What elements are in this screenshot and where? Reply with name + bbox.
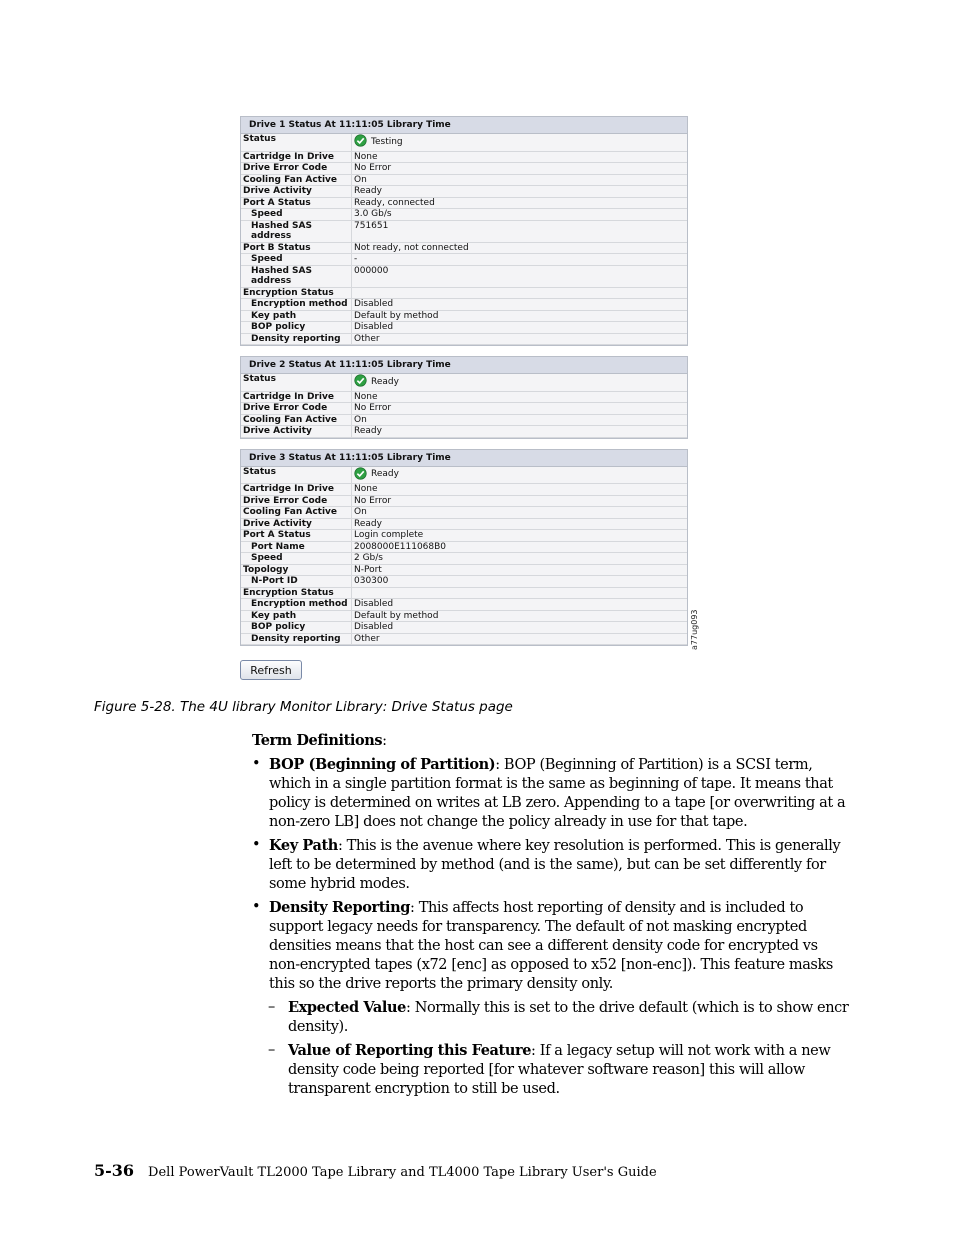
row-label: Status xyxy=(241,374,352,391)
status-value xyxy=(354,467,399,480)
status-row xyxy=(241,564,687,576)
status-row xyxy=(241,186,687,198)
status-row xyxy=(241,403,687,415)
row-label: BOP policy xyxy=(241,322,352,334)
status-row xyxy=(241,265,687,287)
row-label: Encryption method xyxy=(241,299,352,311)
row-label: Drive Activity xyxy=(241,518,352,530)
row-value: On xyxy=(352,414,688,426)
status-row xyxy=(241,151,687,163)
row-status-cell xyxy=(352,467,688,484)
status-row xyxy=(241,310,687,322)
row-value: 000000 xyxy=(352,265,688,287)
row-label: Drive Activity xyxy=(241,186,352,198)
drive-3-panel xyxy=(240,449,688,647)
row-label: Status xyxy=(241,134,352,151)
status-row xyxy=(241,426,687,438)
row-label: Key path xyxy=(241,310,352,322)
row-value: Not ready, not connected xyxy=(352,242,688,254)
row-value: Ready xyxy=(371,376,399,387)
row-value xyxy=(352,587,688,599)
row-value: Ready xyxy=(352,518,688,530)
row-value: Ready, connected xyxy=(352,197,688,209)
row-label: Drive Error Code xyxy=(241,495,352,507)
row-value: None xyxy=(352,484,688,496)
status-row xyxy=(241,299,687,311)
green-check-icon xyxy=(354,134,367,147)
status-row xyxy=(241,287,687,299)
row-value: No Error xyxy=(352,403,688,415)
status-row xyxy=(241,467,687,484)
status-row xyxy=(241,541,687,553)
row-label: Cartridge In Drive xyxy=(241,484,352,496)
status-row xyxy=(241,576,687,588)
row-value: Ready xyxy=(371,469,399,479)
row-value: Other xyxy=(352,333,688,345)
row-value: No Error xyxy=(352,495,688,507)
row-label: Port A Status xyxy=(241,197,352,209)
bullet-term: Density Reporting xyxy=(269,899,410,916)
status-value xyxy=(354,134,403,147)
bullet-text: : BOP (Beginning of Partition) is a SCSI term, which in a single partition format is the same as beginning of tape. It means that policy is determined on writes at LB zero. Appending to a tape [or overwriting at a non-zero LB] does not change the policy already in use for that tape. xyxy=(269,757,846,830)
bullet-item: • Key Path: This is the avenue where key resolution is performed. This is generally left to be determined by method (and is the same), but can be set differently for some hybrid modes. xyxy=(252,837,841,892)
row-value: Login complete xyxy=(352,530,688,542)
status-row xyxy=(241,553,687,565)
bullet-term: BOP (Beginning of Partition) xyxy=(269,756,496,773)
row-label: Hashed SAS address xyxy=(241,220,352,242)
row-value xyxy=(352,287,688,299)
row-label: Status xyxy=(241,467,352,484)
row-label: Port Name xyxy=(241,541,352,553)
row-label: Drive Error Code xyxy=(241,403,352,415)
row-value: 030300 xyxy=(352,576,688,588)
status-row xyxy=(241,322,687,334)
row-value: 3.0 Gb/s xyxy=(352,209,688,221)
row-value: Disabled xyxy=(352,299,688,311)
row-value: 2 Gb/s xyxy=(352,553,688,565)
drive-2-title: Drive 2 Status At 11:11:05 Library Time xyxy=(241,357,687,374)
status-row xyxy=(241,242,687,254)
drive-1-table xyxy=(241,134,687,345)
row-value: No Error xyxy=(352,163,688,175)
drive-1-title: Drive 1 Status At 11:11:05 Library Time xyxy=(241,117,687,134)
figure-caption: Figure 5-28. The 4U library Monitor Library: Drive Status page xyxy=(94,699,513,715)
row-value: Ready xyxy=(352,186,688,198)
row-label: Density reporting xyxy=(241,633,352,645)
row-value: 2008000E111068B0 xyxy=(352,541,688,553)
status-row xyxy=(241,507,687,519)
row-value: None xyxy=(352,391,688,403)
row-value: Disabled xyxy=(352,322,688,334)
row-value: Disabled xyxy=(352,599,688,611)
row-label: Cartridge In Drive xyxy=(241,151,352,163)
row-value: Default by method xyxy=(352,310,688,322)
row-label: Density reporting xyxy=(241,333,352,345)
row-label: Encryption Status xyxy=(241,287,352,299)
status-row xyxy=(241,174,687,186)
row-value: None xyxy=(352,151,688,163)
status-row xyxy=(241,197,687,209)
row-value: 751651 xyxy=(352,220,688,242)
drive-3-table xyxy=(241,467,687,646)
green-check-icon xyxy=(354,374,367,387)
drive-3-title: Drive 3 Status At 11:11:05 Library Time xyxy=(241,450,687,467)
status-row xyxy=(241,587,687,599)
bullet-text: : This is the avenue where key resolution is performed. This is generally left to be determined by method (and is the same), but can be set differently for some hybrid modes. xyxy=(269,838,841,892)
row-label: Cooling Fan Active xyxy=(241,507,352,519)
row-label: Cartridge In Drive xyxy=(241,391,352,403)
subbullet-term: Value of Reporting this Feature xyxy=(288,1042,532,1059)
status-row xyxy=(241,518,687,530)
row-value: Other xyxy=(352,633,688,645)
row-label: Drive Activity xyxy=(241,426,352,438)
page-footer xyxy=(94,1161,657,1180)
status-row xyxy=(241,134,687,151)
row-value: Ready xyxy=(352,426,688,438)
status-value xyxy=(354,374,399,387)
row-label: Hashed SAS address xyxy=(241,265,352,287)
row-label: BOP policy xyxy=(241,622,352,634)
green-check-icon xyxy=(354,467,367,480)
row-value: On xyxy=(352,507,688,519)
drive-1-panel xyxy=(240,116,688,346)
status-row xyxy=(241,391,687,403)
row-status-cell xyxy=(352,374,688,391)
drive-2-table xyxy=(241,374,687,438)
page-number: 5-36 xyxy=(94,1161,135,1180)
status-row xyxy=(241,333,687,345)
bullet-term: Key Path xyxy=(269,837,338,854)
row-value: Testing xyxy=(371,136,403,147)
row-label: Encryption Status xyxy=(241,587,352,599)
status-row xyxy=(241,484,687,496)
row-status-cell xyxy=(352,134,688,151)
row-label: Port B Status xyxy=(241,242,352,254)
row-label: N-Port ID xyxy=(241,576,352,588)
bullet-item: • Density Reporting: This affects host reporting of density and is included to support legacy needs for transparency. The default of not masking encrypted densities means that the host can see a different density code for encrypted vs non-encrypted tapes (x72 [enc] as opposed to x52 [non-enc]). This feature masks this so the drive reports the primary density only. xyxy=(252,899,833,992)
figure-id: a77ug093 xyxy=(690,609,699,650)
row-label: Speed xyxy=(241,553,352,565)
row-value: Disabled xyxy=(352,622,688,634)
row-value: N-Port xyxy=(352,564,688,576)
drive-2-panel xyxy=(240,356,688,439)
row-label: Encryption method xyxy=(241,599,352,611)
subbullet-item: – Expected Value: Normally this is set to the drive default (which is to show encr density). xyxy=(268,999,849,1035)
terms-heading-line: Term Definitions: xyxy=(252,732,387,749)
row-value: - xyxy=(352,254,688,266)
row-value: On xyxy=(352,174,688,186)
subbullet-term: Expected Value xyxy=(288,999,406,1016)
drive-status-ui xyxy=(240,116,688,656)
status-row xyxy=(241,633,687,645)
row-label: Drive Error Code xyxy=(241,163,352,175)
status-row xyxy=(241,610,687,622)
row-value: Default by method xyxy=(352,610,688,622)
row-label: Port A Status xyxy=(241,530,352,542)
bullet-item: • BOP (Beginning of Partition): BOP (Beginning of Partition) is a SCSI term, which in a single partition format is the same as beginning of tape. It means that policy is determined on writes at LB zero. Appending to a tape [or overwriting at a non-zero LB] does not change the policy already in use for that tape. xyxy=(252,756,846,830)
bullet-text: : This affects host reporting of density and is included to support legacy needs for transparency. The default of not masking encrypted densities means that the host can see a different density code for encrypted vs non-encrypted tapes (x72 [enc] as opposed to x52 [non-enc]). This feature masks this so the drive reports the primary density only. xyxy=(269,900,833,992)
status-row xyxy=(241,254,687,266)
status-row xyxy=(241,599,687,611)
terms-heading: Term Definitions xyxy=(252,732,383,749)
refresh-button[interactable]: Refresh xyxy=(240,660,302,680)
row-label: Speed xyxy=(241,254,352,266)
status-row xyxy=(241,374,687,391)
subbullet-text: : If a legacy setup will not work with a new density code being reported [for whatever software reason] this will allow transparent encryption to still be used. xyxy=(288,1043,831,1097)
subbullet-text: : Normally this is set to the drive default (which is to show encr density). xyxy=(288,1000,849,1035)
status-row xyxy=(241,622,687,634)
term-definitions xyxy=(252,731,852,1103)
status-row xyxy=(241,530,687,542)
row-label: Cooling Fan Active xyxy=(241,174,352,186)
row-label: Cooling Fan Active xyxy=(241,414,352,426)
subbullet-item: – Value of Reporting this Feature: If a legacy setup will not work with a new density code being reported [for whatever software reason] this will allow transparent encryption to still be used. xyxy=(268,1042,831,1097)
status-row xyxy=(241,495,687,507)
status-row xyxy=(241,163,687,175)
status-row xyxy=(241,414,687,426)
status-row xyxy=(241,209,687,221)
status-row xyxy=(241,220,687,242)
row-label: Speed xyxy=(241,209,352,221)
row-label: Topology xyxy=(241,564,352,576)
footer-title: Dell PowerVault TL2000 Tape Library and TL4000 Tape Library User's Guide xyxy=(148,1165,657,1180)
row-label: Key path xyxy=(241,610,352,622)
